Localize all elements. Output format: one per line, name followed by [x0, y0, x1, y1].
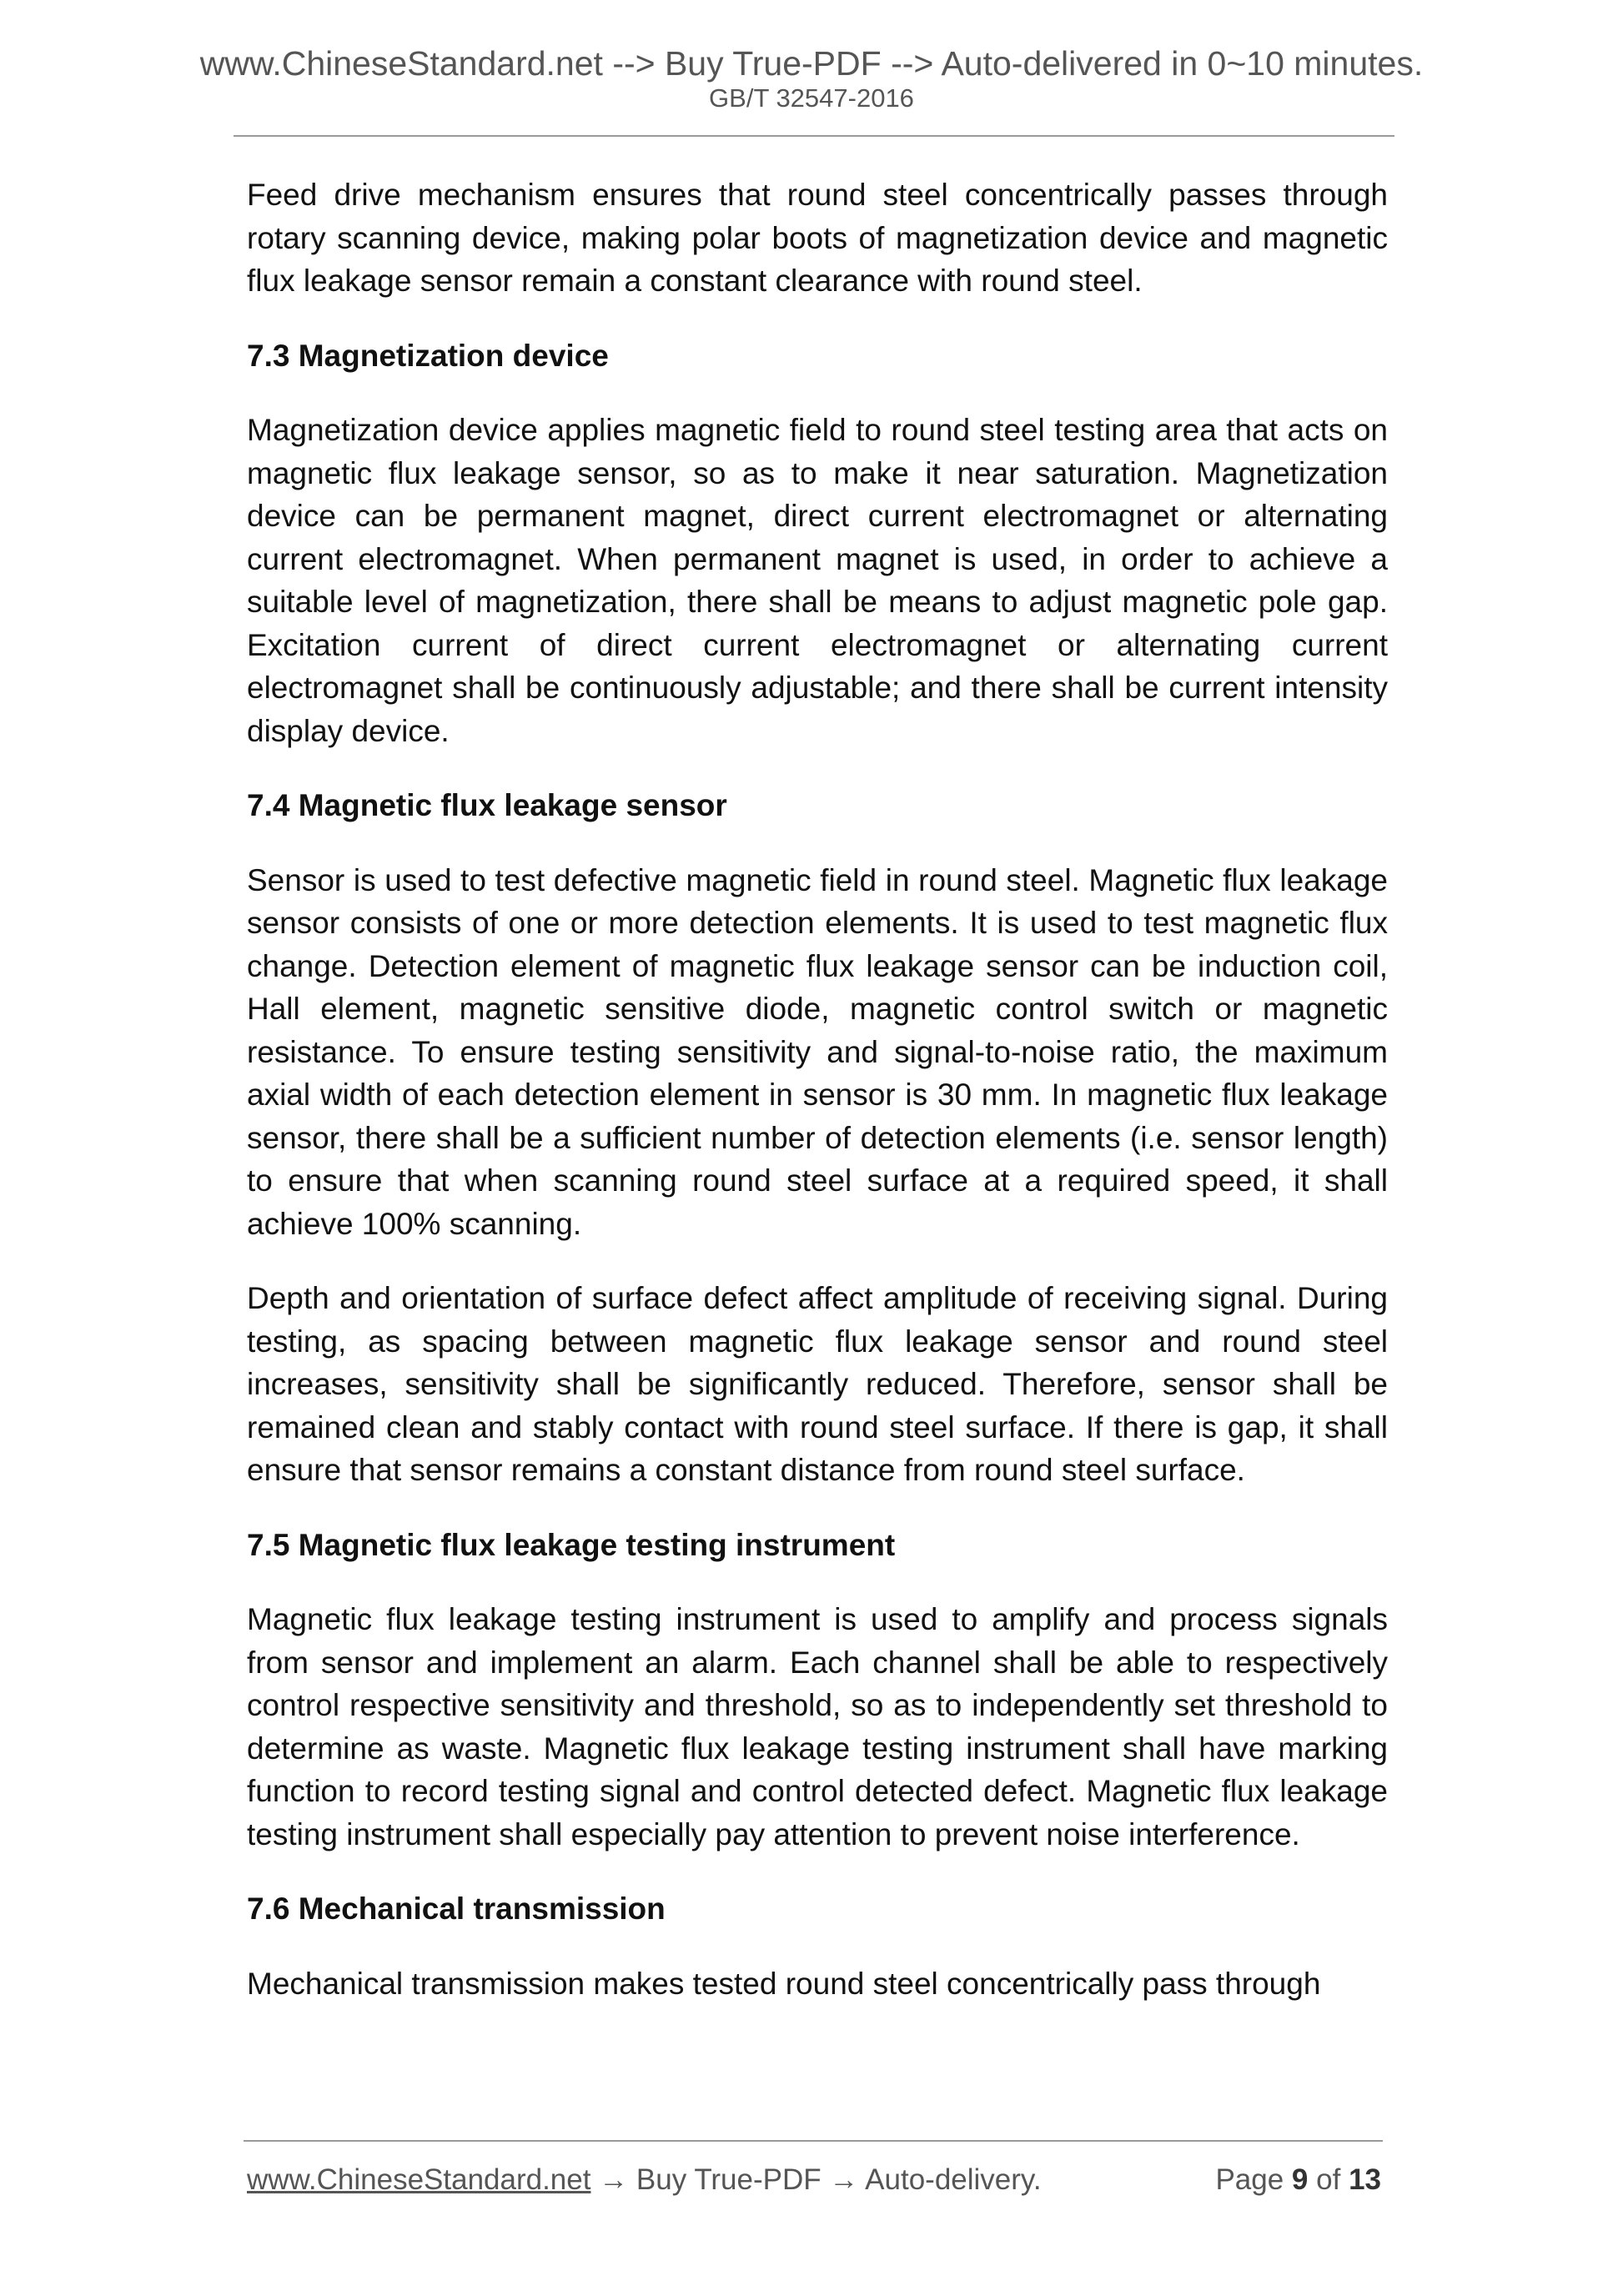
page-total: 13	[1349, 2163, 1381, 2196]
footer-left	[247, 2162, 1042, 2198]
footer-website-link[interactable]: www.ChineseStandard.net	[247, 2163, 591, 2196]
heading-7-5: 7.5 Magnetic flux leakage testing instrument	[247, 1527, 896, 1562]
page-number: 9	[1291, 2163, 1309, 2196]
paragraph-sensor-defects: Depth and orientation of surface defect affect amplitude of receiving signal. During testing, as spacing between magnetic flux leakage sensor and round steel increases, sensitivity shall be significantly reduced. Therefore, sensor shall be remained clean and stably contact with round steel surface. If there is gap, it shall ensure that sensor remains a constant distance from round steel surface.	[247, 1281, 1388, 1487]
document-body	[247, 173, 1388, 2037]
paragraph-magnetization-device: Magnetization device applies magnetic field to round steel testing area that acts on magnetic flux leakage sensor, so as to make it near saturation. Magnetization device can be permanent magnet, direct current electromagnet or alternating current electromagnet. When permanent magnet is used, in order to achieve a suitable level of magnetization, there shall be means to adjust magnetic pole gap. Excitation current of direct current electromagnet or alternating current electromagnet shall be continuously adjustable; and there shall be current intensity display device.	[247, 413, 1388, 748]
top-banner: www.ChineseStandard.net --> Buy True-PDF --> Auto-delivered in 0~10 minutes.	[199, 44, 1424, 83]
page-indicator	[1215, 2162, 1381, 2198]
paragraph-testing-instrument: Magnetic flux leakage testing instrument is used to amplify and process signals from sensor and implement an alarm. Each channel shall be able to respectively control respective sensitivity and threshold, so as to independently set threshold to determine as waste. Magnetic flux leakage testing instrument shall have marking function to record testing signal and control detected defect. Magnetic flux leakage testing instrument shall especially pay attention to prevent noise interference.	[247, 1602, 1388, 1851]
heading-7-6: 7.6 Mechanical transmission	[247, 1892, 666, 1926]
standard-code: GB/T 32547-2016	[709, 83, 914, 113]
paragraph-sensor-description: Sensor is used to test defective magnetic field in round steel. Magnetic flux leakage sensor consists of one or more detection elements. It is used to test magnetic flux change. Detection element of magnetic flux leakage sensor can be induction coil, Hall element, magnetic sensitive diode, magnetic control switch or magnetic resistance. To ensure testing sensitivity and signal-to-noise ratio, the maximum axial width of each detection element in sensor is 30 mm. In magnetic flux leakage sensor, there shall be a sufficient number of detection elements (i.e. sensor length) to ensure that when scanning round steel surface at a required speed, it shall achieve 100% scanning.	[247, 862, 1388, 1241]
header-divider	[234, 135, 1394, 137]
heading-7-4: 7.4 Magnetic flux leakage sensor	[247, 788, 727, 822]
footer-divider	[244, 2140, 1383, 2142]
paragraph-mechanical-transmission: Mechanical transmission makes tested round steel concentrically pass through	[247, 1966, 1321, 2001]
footer-tagline: → Buy True-PDF → Auto-delivery.	[590, 2163, 1042, 2196]
paragraph-feed-drive: Feed drive mechanism ensures that round steel concentrically passes through rotary scanning device, making polar boots of magnetization device and magnetic flux leakage sensor remain a constant clearance with round steel.	[247, 178, 1388, 298]
page-label: Page	[1215, 2163, 1284, 2196]
of-label: of	[1316, 2163, 1341, 2196]
heading-7-3: 7.3 Magnetization device	[247, 338, 609, 373]
